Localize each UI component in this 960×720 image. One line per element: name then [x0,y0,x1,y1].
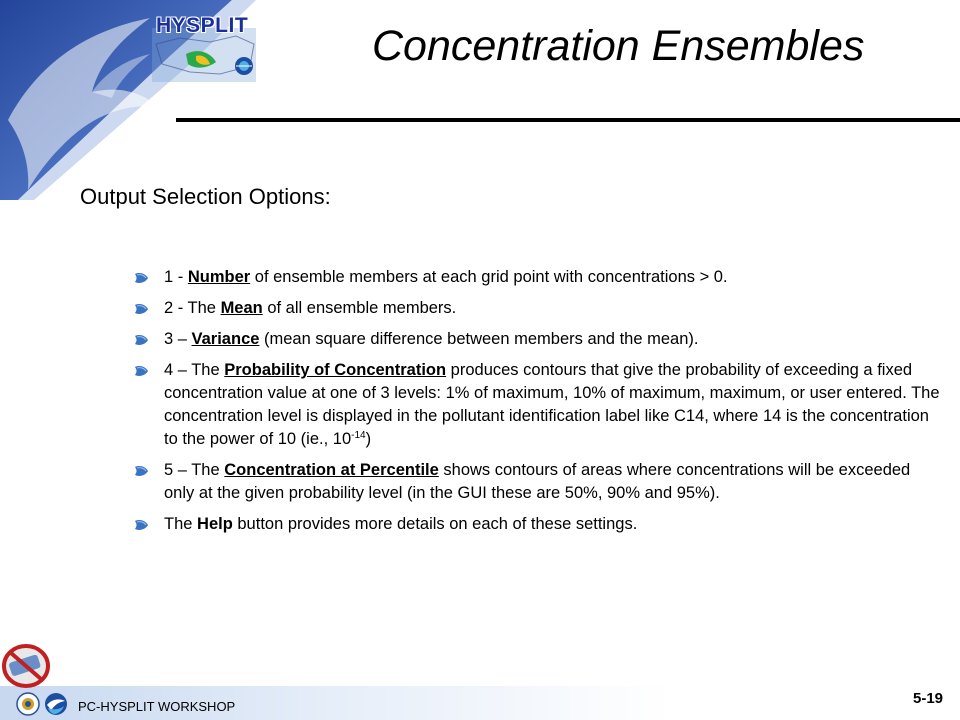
item-text: shows contours of areas where concentrations will be exceeded only at the given probability level (in the GUI these are 50%, 90% and 95%). [164,461,911,502]
title-rule [176,118,960,122]
bullet-icon [134,463,150,479]
item-number: 5 – The [164,461,225,479]
list-item-variance [134,328,944,351]
item-term: Mean [220,299,263,317]
bullet-icon [134,517,150,533]
item-number: 2 - The [164,299,221,317]
help-term: Help [197,515,233,533]
footer-workshop-text: PC-HYSPLIT WORKSHOP [78,699,236,714]
item-number: 4 – The [164,361,225,379]
item-number: 3 – [164,330,192,348]
bullet-icon [134,270,150,286]
doc-seal-icon [16,692,40,716]
item-text: of ensemble members at each grid point with concentrations > 0. [250,268,728,286]
item-close: ) [365,430,372,448]
item-term: Concentration at Percentile [224,461,439,479]
hysplit-logo [150,14,260,84]
item-term: Number [187,268,251,286]
list-item-probability [134,359,944,451]
list-item-number [134,266,944,289]
bullet-list [134,266,944,544]
bullet-icon [134,363,150,379]
help-text-before: The [164,515,198,533]
item-text: of all ensemble members. [262,299,457,317]
item-term: Probability of Concentration [224,361,447,379]
list-item-percentile [134,459,944,505]
item-number: 1 - [164,268,188,286]
bullet-icon [134,332,150,348]
item-text: (mean square difference between members and the mean). [259,330,699,348]
help-text-after: button provides more details on each of these settings. [232,515,638,533]
list-item-mean [134,297,944,320]
hysplit-logo-text: HYSPLIT [156,14,249,37]
slide-title: Concentration Ensembles [372,22,865,70]
noaa-seal-icon [44,692,68,716]
item-superscript: -14 [351,430,366,441]
no-symbol-icon[interactable] [0,642,56,692]
list-item-help [134,513,944,536]
item-term: Variance [191,330,260,348]
bullet-icon [134,301,150,317]
item-text: produces contours that give the probability of exceeding a fixed concentration value at one of 3 levels: 1% of maximum, 10% of maximum, maximum, or user entered. The concentration level is displayed in the pollutant identification label like C14, where 14 is the concentration to the power of 10 (ie., 10 [164,361,940,448]
page-number: 5-19 [913,690,944,707]
section-heading: Output Selection Options: [80,184,331,209]
